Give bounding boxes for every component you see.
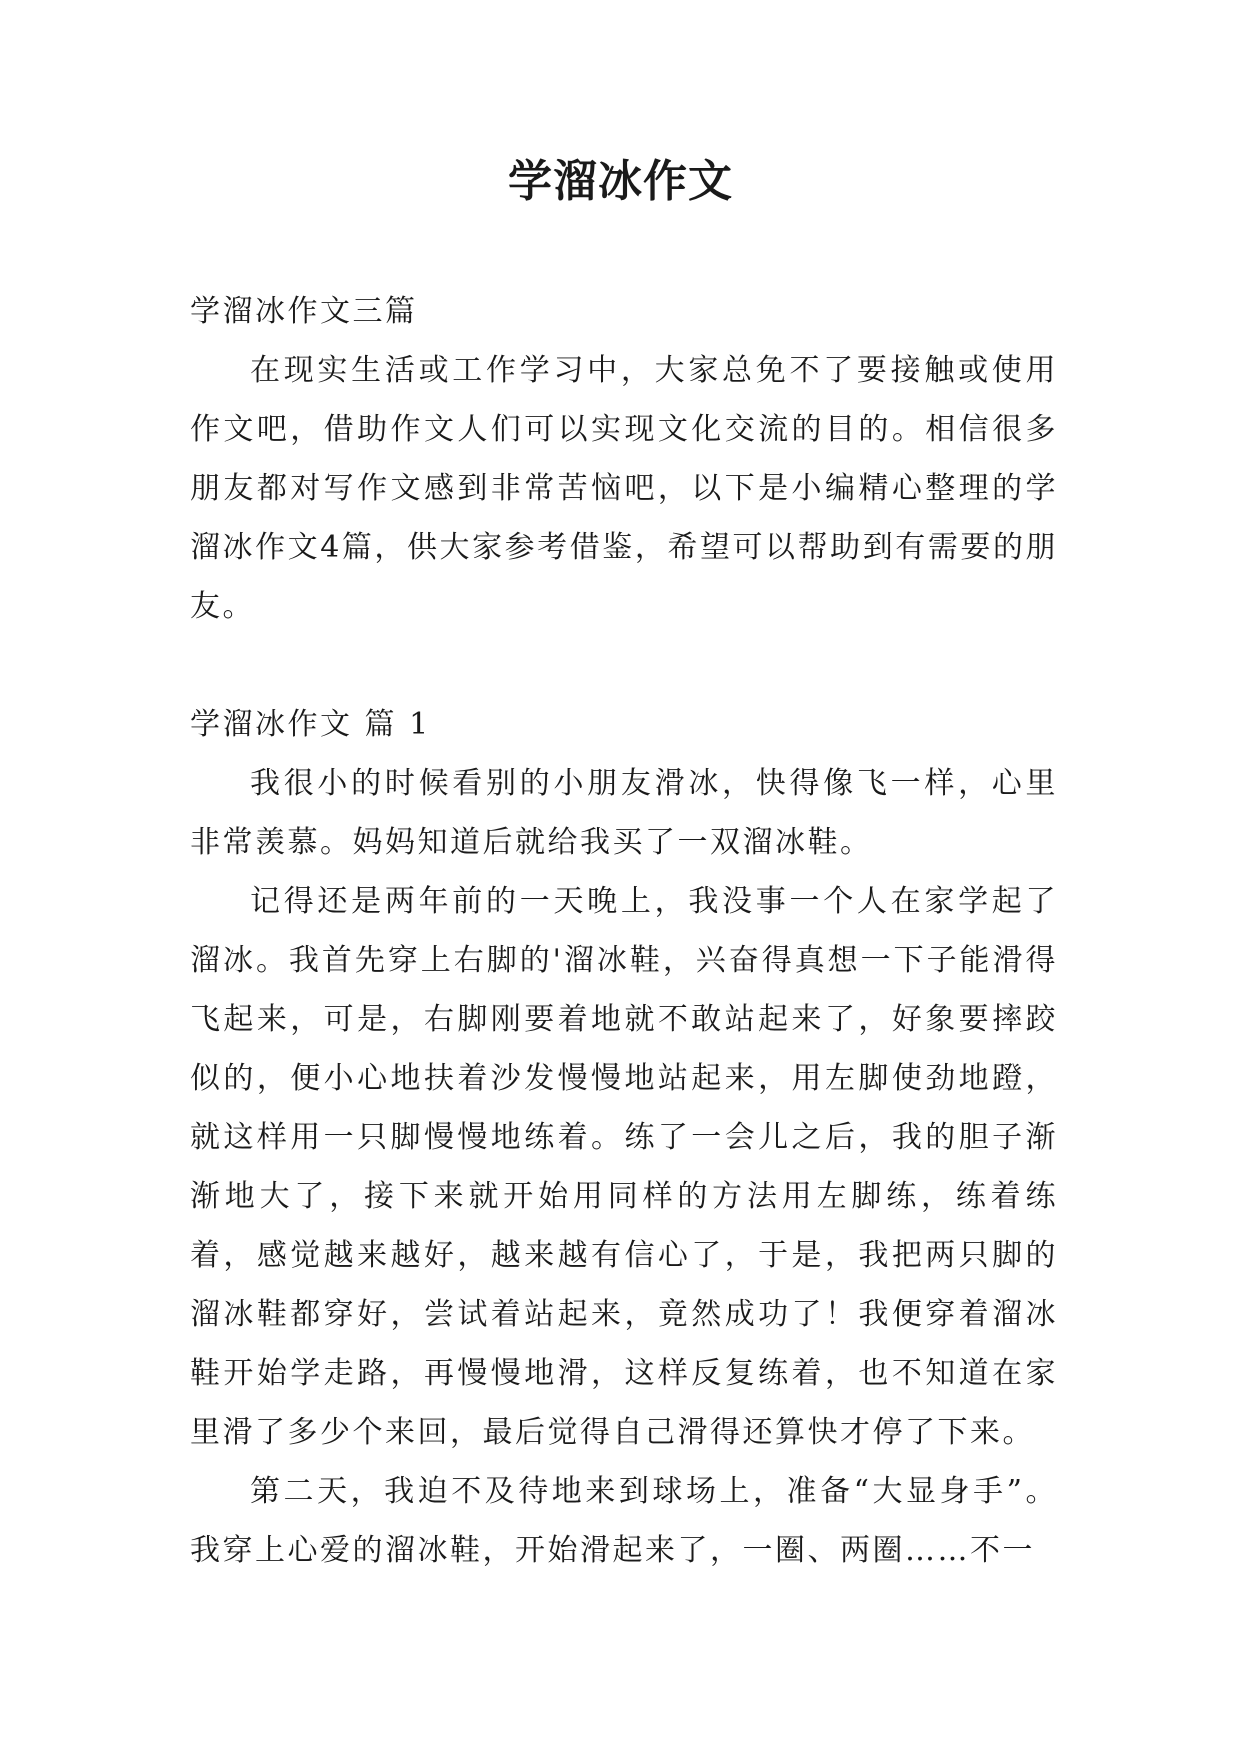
body-paragraph: 第二天，我迫不及待地来到球场上，准备“大显身手”。我穿上心爱的溜冰鞋，开始滑起来了，一圈、两圈……不一 (190, 1474, 1058, 1568)
intro-paragraph: 在现实生活或工作学习中，大家总免不了要接触或使用作文吧，借助作文人们可以实现文化交流的目的。相信很多朋友都对写作文感到非常苦恼吧，以下是小编精心整理的学溜冰作文4篇，供大家参考借鉴，希望可以帮助到有需要的朋友。 (190, 353, 1058, 624)
body-paragraph: 记得还是两年前的一天晚上，我没事一个人在家学起了溜冰。我首先穿上右脚的'溜冰鞋，兴奋得真想一下子能滑得飞起来，可是，右脚刚要着地就不敢站起来了，好象要摔跤似的，便小心地扶着沙发慢慢地站起来，用左脚使劲地蹬，就这样用一只脚慢慢地练着。练了一会儿之后，我的胆子渐渐地大了，接下来就开始用同样的方法用左脚练，练着练着，感觉越来越好，越来越有信心了，于是，我把两只脚的溜冰鞋都穿好，尝试着站起来，竟然成功了！我便穿着溜冰鞋开始学走路，再慢慢地滑，这样反复练着，也不知道在家里滑了多少个来回，最后觉得自己滑得还算快才停了下来。 (190, 884, 1058, 1450)
section-heading: 学溜冰作文 篇 1 (190, 707, 431, 742)
section-spacer (190, 636, 1058, 695)
subtitle: 学溜冰作文三篇 (190, 294, 418, 329)
document-title: 学溜冰作文 (508, 156, 733, 207)
document-body (190, 282, 1058, 1580)
body-paragraph: 我很小的时候看别的小朋友滑冰，快得像飞一样，心里非常羡慕。妈妈知道后就给我买了一双溜冰鞋。 (190, 766, 1058, 860)
